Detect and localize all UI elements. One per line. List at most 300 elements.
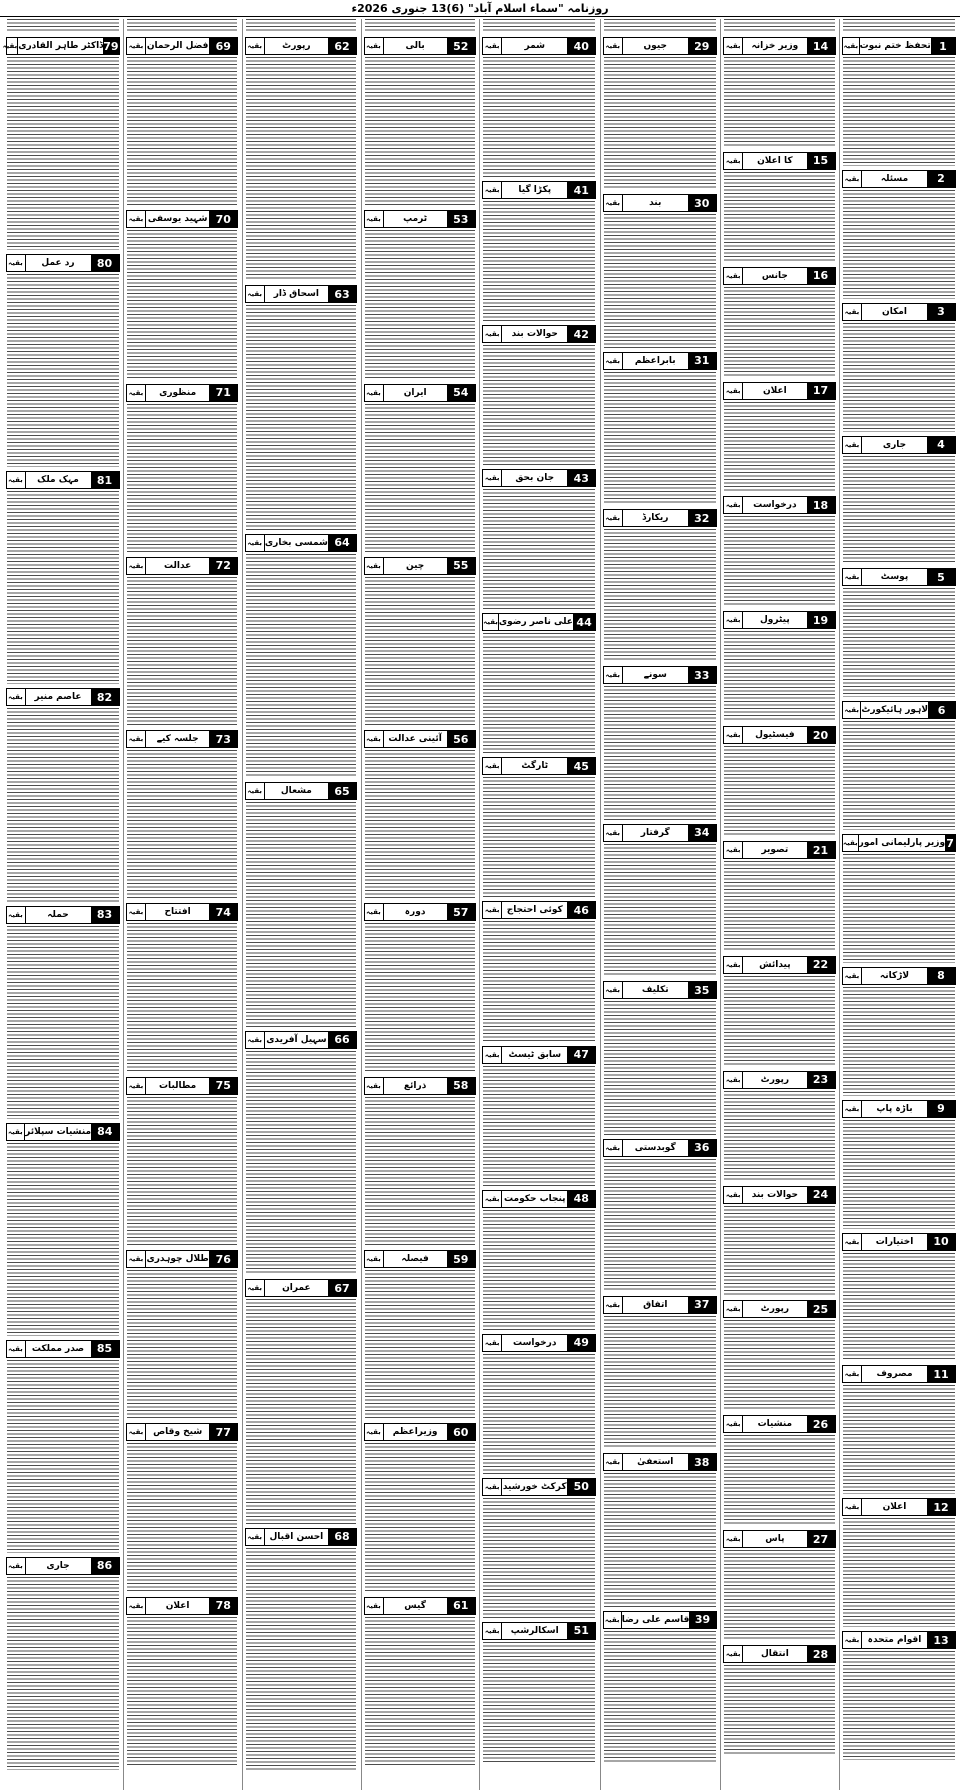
story-header	[482, 1190, 596, 1208]
story-header	[245, 1031, 357, 1049]
continued-tag: بقیہ	[724, 842, 743, 858]
story-header	[482, 469, 596, 487]
story-header	[842, 967, 956, 985]
story-number: 56	[447, 731, 475, 747]
continued-tag: بقیہ	[724, 38, 743, 54]
story-header	[842, 834, 956, 852]
continued-tag: بقیہ	[246, 38, 265, 54]
story-text-block	[724, 287, 834, 378]
story-block	[124, 37, 240, 206]
continued-tag: بقیہ	[7, 472, 26, 488]
story-text-block	[483, 1498, 595, 1618]
story-title: ٹرمپ	[403, 214, 428, 225]
story-text-block	[246, 1548, 356, 1772]
continued-tag: بقیہ	[724, 612, 743, 628]
story-number: 41	[567, 182, 595, 198]
story-title: کا اعلان	[757, 155, 793, 166]
story-text-block	[724, 861, 834, 952]
story-block	[480, 1622, 598, 1762]
story-text-block	[7, 708, 119, 901]
story-title: بند	[649, 198, 662, 209]
continued-tag: بقیہ	[365, 1598, 384, 1614]
continued-tag: بقیہ	[127, 731, 146, 747]
continued-tag: بقیہ	[843, 171, 862, 187]
story-header	[842, 37, 956, 55]
continued-tag: بقیہ	[604, 195, 623, 211]
story-number: 38	[688, 1454, 716, 1470]
story-text-block	[483, 1642, 595, 1762]
story-number: 28	[807, 1646, 835, 1662]
story-text-block	[483, 921, 595, 1041]
story-number: 2	[927, 171, 955, 187]
story-header	[126, 1423, 238, 1441]
story-title: سہیل آفریدی	[266, 1034, 327, 1045]
story-header	[364, 1250, 476, 1268]
story-block	[721, 841, 837, 952]
story-title: بابراعظم	[634, 355, 676, 366]
story-number: 26	[807, 1416, 835, 1432]
story-block	[721, 1415, 837, 1526]
story-text-block	[604, 1001, 716, 1134]
continued-tag: بقیہ	[724, 268, 743, 284]
masthead	[0, 0, 960, 17]
story-header	[723, 726, 835, 744]
story-text-block	[127, 923, 237, 1072]
story-block	[124, 903, 240, 1072]
continued-tag: بقیہ	[483, 326, 502, 342]
story-block	[480, 1190, 598, 1330]
story-block	[362, 210, 478, 379]
story-number: 79	[103, 39, 119, 53]
story-number: 25	[807, 1301, 835, 1317]
story-title: منشیات سپلائر	[25, 1126, 92, 1137]
story-title: تکلیف	[641, 985, 669, 996]
story-number: 44	[573, 614, 595, 630]
continued-tag: بقیہ	[365, 211, 384, 227]
story-title: چین	[405, 560, 425, 571]
story-text-block	[127, 1443, 237, 1592]
story-text-block	[483, 489, 595, 609]
story-header	[603, 509, 717, 527]
story-block	[124, 1250, 240, 1419]
story-header	[364, 1423, 476, 1441]
story-number: 78	[209, 1598, 237, 1614]
story-title: مہک ملک	[37, 475, 79, 486]
story-title: درخواست	[513, 1337, 557, 1348]
story-number: 35	[688, 982, 716, 998]
story-number: 62	[328, 38, 356, 54]
continued-tag: بقیہ	[843, 1632, 862, 1648]
continued-tag: بقیہ	[127, 558, 146, 574]
story-text-block	[365, 577, 475, 726]
story-block	[721, 496, 837, 607]
story-header	[842, 170, 956, 188]
story-title: کوئی احتجاج	[506, 905, 563, 916]
story-number: 51	[567, 1623, 595, 1639]
story-block	[480, 1334, 598, 1474]
story-text-block	[604, 214, 716, 347]
story-block	[601, 1139, 719, 1292]
story-block	[124, 384, 240, 553]
story-title: رپورٹ	[282, 41, 311, 51]
story-block	[4, 254, 122, 467]
story-block	[4, 906, 122, 1119]
continued-tag: بقیہ	[724, 1416, 743, 1432]
story-block	[4, 1557, 122, 1770]
story-text-block	[843, 57, 955, 166]
page-column	[839, 19, 958, 1790]
story-block	[601, 981, 719, 1134]
continued-tag: بقیہ	[365, 1251, 384, 1267]
story-number: 73	[209, 731, 237, 747]
story-title: ریکارڈ	[642, 513, 669, 524]
story-number: 54	[447, 385, 475, 401]
continued-tag: بقیہ	[604, 825, 623, 841]
story-header	[364, 384, 476, 402]
story-number: 10	[927, 1234, 955, 1250]
story-header	[482, 901, 596, 919]
story-title: احسن اقبال	[269, 1531, 324, 1542]
continued-tag: بقیہ	[365, 1078, 384, 1094]
continued-tag: بقیہ	[246, 1529, 265, 1545]
story-text-block	[246, 554, 356, 778]
continued-tag: بقیہ	[724, 153, 743, 169]
story-number: 71	[209, 385, 237, 401]
story-header	[723, 496, 835, 514]
story-header	[603, 666, 717, 684]
story-number: 74	[209, 904, 237, 920]
story-block	[601, 194, 719, 347]
story-number: 27	[807, 1531, 835, 1547]
story-title: تصویر	[761, 845, 789, 856]
story-title: استعفیٰ	[637, 1457, 674, 1468]
story-text-block	[843, 987, 955, 1096]
story-header	[482, 325, 596, 343]
continued-tag: بقیہ	[483, 1335, 502, 1351]
story-header	[126, 557, 238, 575]
story-header	[842, 1365, 956, 1383]
story-block	[243, 37, 359, 281]
story-header	[126, 903, 238, 921]
story-text-block	[483, 1354, 595, 1474]
story-block	[480, 469, 598, 609]
story-header	[245, 1528, 357, 1546]
story-title: پیدائش	[759, 959, 791, 970]
story-text-block	[246, 19, 356, 33]
story-text-block	[604, 529, 716, 662]
story-text-block	[724, 976, 834, 1067]
story-number: 1	[931, 38, 955, 54]
continued-tag: بقیہ	[843, 968, 862, 984]
story-number: 65	[328, 783, 356, 799]
story-block	[721, 1530, 837, 1641]
story-title: اسکالرشپ	[510, 1625, 559, 1636]
story-title: پاس	[765, 1534, 785, 1545]
story-number: 11	[927, 1366, 955, 1382]
story-text-block	[604, 686, 716, 819]
story-block	[601, 824, 719, 977]
story-header	[482, 1478, 596, 1496]
story-text-block	[483, 345, 595, 465]
story-header	[723, 1530, 835, 1548]
story-title: پیٹرول	[760, 615, 790, 626]
story-text-block	[246, 1299, 356, 1523]
story-number: 82	[91, 689, 119, 705]
story-header	[723, 1300, 835, 1318]
story-title: فضل الرحمان	[146, 41, 209, 51]
story-header	[723, 956, 835, 974]
story-block	[4, 37, 122, 250]
story-title: امکان	[882, 306, 907, 317]
story-number: 3	[927, 304, 955, 320]
story-block	[124, 557, 240, 726]
story-block	[124, 1077, 240, 1246]
continued-tag: بقیہ	[724, 1646, 743, 1662]
continued-tag: بقیہ	[483, 470, 502, 486]
continued-tag: بقیہ	[843, 38, 860, 54]
page-column	[4, 19, 122, 1790]
story-title: درخواست	[753, 500, 797, 511]
story-text-block	[724, 172, 834, 263]
story-header	[842, 701, 956, 719]
continued-tag: بقیہ	[843, 569, 862, 585]
story-number: 85	[91, 1341, 119, 1357]
continued-tag: بقیہ	[843, 437, 862, 453]
story-header	[6, 254, 120, 272]
story-title: مصروف	[876, 1369, 913, 1380]
story-text-block	[604, 1631, 716, 1764]
story-text-block	[7, 1143, 119, 1336]
story-header	[842, 568, 956, 586]
story-text-block	[246, 305, 356, 529]
story-block	[721, 37, 837, 148]
story-number: 42	[567, 326, 595, 342]
story-number: 47	[567, 1047, 595, 1063]
continued-tag: بقیہ	[483, 1479, 502, 1495]
story-block	[840, 967, 958, 1096]
continued-tag: بقیہ	[365, 1424, 384, 1440]
story-number: 4	[927, 437, 955, 453]
story-number: 18	[807, 497, 835, 513]
story-number: 48	[567, 1191, 595, 1207]
story-number: 30	[688, 195, 716, 211]
story-text-block	[127, 404, 237, 553]
story-title: صدر مملکت	[31, 1343, 85, 1354]
continued-tag: بقیہ	[724, 1301, 743, 1317]
story-text-block	[365, 57, 475, 206]
story-text-block	[843, 1253, 955, 1362]
story-block	[840, 834, 958, 963]
story-text-block	[127, 750, 237, 899]
story-number: 49	[567, 1335, 595, 1351]
page-column	[720, 19, 837, 1790]
story-block	[362, 384, 478, 553]
story-block	[840, 1498, 958, 1627]
continued-tag: بقیہ	[127, 38, 146, 54]
story-block	[840, 568, 958, 697]
story-block	[4, 471, 122, 684]
story-block	[840, 1100, 958, 1229]
story-text-block	[843, 1651, 955, 1760]
story-number: 20	[807, 727, 835, 743]
continued-tag: بقیہ	[843, 702, 861, 718]
story-number: 66	[328, 1032, 356, 1048]
story-title: جیوں	[643, 41, 667, 51]
story-number: 83	[91, 907, 119, 923]
continued-tag: بقیہ	[843, 304, 862, 320]
story-title: وزیر خزانہ	[751, 41, 799, 51]
story-text-block	[127, 57, 237, 206]
story-text-block	[483, 633, 595, 753]
continued-tag: بقیہ	[127, 1598, 146, 1614]
story-title: اسحاق ڈار	[273, 289, 319, 300]
story-title: گیس	[404, 1600, 426, 1611]
continued-tag: بقیہ	[604, 1297, 623, 1313]
story-title: اعلان	[763, 385, 787, 396]
story-text-block	[246, 802, 356, 1026]
story-number: 63	[328, 286, 356, 302]
story-number: 16	[807, 268, 835, 284]
continued-tag: بقیہ	[604, 353, 623, 369]
story-title: جاری	[46, 1560, 70, 1571]
story-header	[6, 688, 120, 706]
story-header	[364, 903, 476, 921]
continued-tag: بقیہ	[483, 1047, 502, 1063]
story-number: 22	[807, 957, 835, 973]
story-header	[482, 1046, 596, 1064]
story-block	[362, 1423, 478, 1592]
story-header	[6, 1340, 120, 1358]
story-title: شمر	[524, 41, 545, 51]
story-header	[603, 194, 717, 212]
story-block	[4, 1340, 122, 1553]
story-block	[721, 382, 837, 493]
continued-tag: بقیہ	[365, 558, 384, 574]
page-column	[479, 19, 598, 1790]
continued-tag: بقیہ	[724, 1072, 743, 1088]
story-header	[126, 730, 238, 748]
story-title: حوالات بند	[511, 329, 558, 340]
story-header	[364, 557, 476, 575]
story-text-block	[365, 750, 475, 899]
story-number: 72	[209, 558, 237, 574]
story-title: آئینی عدالت	[388, 734, 442, 745]
continued-tag: بقیہ	[843, 1234, 862, 1250]
story-title: اقوام متحدہ	[867, 1635, 922, 1646]
story-text-block	[127, 19, 237, 33]
story-block	[362, 730, 478, 899]
story-header	[482, 757, 596, 775]
story-text-block	[843, 1385, 955, 1494]
story-title: پکڑا گیا	[518, 185, 552, 196]
continued-tag: بقیہ	[7, 689, 26, 705]
continued-tag: بقیہ	[246, 1032, 265, 1048]
story-block	[601, 1453, 719, 1606]
continued-tag: بقیہ	[127, 1251, 146, 1267]
continued-tag: بقیہ	[483, 1623, 502, 1639]
story-title: سونے	[643, 670, 667, 681]
continued-tag: بقیہ	[365, 385, 384, 401]
story-text-block	[724, 516, 834, 607]
story-block	[480, 613, 598, 753]
story-text-block	[127, 230, 237, 379]
story-block	[362, 1077, 478, 1246]
story-number: 46	[567, 902, 595, 918]
story-title: حوالات بند	[751, 1189, 799, 1200]
story-header	[842, 1233, 956, 1251]
story-block	[840, 37, 958, 166]
story-title: لاہور ہائیکورٹ	[861, 705, 929, 716]
story-number: 75	[209, 1078, 237, 1094]
story-header	[2, 37, 120, 55]
story-title: جانس	[761, 270, 788, 281]
story-block	[4, 688, 122, 901]
page-column	[361, 19, 478, 1790]
continued-tag: بقیہ	[246, 535, 265, 551]
story-text-block	[127, 577, 237, 726]
story-text-block	[604, 57, 716, 190]
story-block	[480, 1046, 598, 1186]
story-header	[603, 1453, 717, 1471]
story-title: پنجاب حکومت	[503, 1193, 566, 1204]
story-title: رد عمل	[41, 258, 75, 269]
continued-tag: بقیہ	[483, 1191, 502, 1207]
story-number: 69	[209, 38, 237, 54]
story-number: 55	[447, 558, 475, 574]
story-text-block	[7, 926, 119, 1119]
story-text-block	[724, 631, 834, 722]
story-block	[124, 1597, 240, 1766]
story-block	[721, 726, 837, 837]
story-block	[362, 1250, 478, 1419]
story-block	[601, 37, 719, 190]
story-number: 64	[328, 535, 356, 551]
story-text-block	[483, 1066, 595, 1186]
story-header	[364, 37, 476, 55]
story-number: 32	[688, 510, 716, 526]
story-number: 21	[807, 842, 835, 858]
story-title: کرکٹ خورشید	[502, 1481, 567, 1492]
story-title: قاسم علی رضا	[621, 1614, 690, 1625]
story-title: جان بحق	[515, 473, 555, 484]
story-header	[6, 1557, 120, 1575]
story-title: اعلان	[165, 1600, 190, 1611]
story-block	[124, 1423, 240, 1592]
story-header	[842, 1100, 956, 1118]
story-text-block	[365, 19, 475, 33]
story-header	[603, 1611, 717, 1629]
continued-tag: بقیہ	[604, 38, 623, 54]
story-title: منشیات	[757, 1419, 793, 1430]
continued-tag: بقیہ	[604, 510, 623, 526]
story-block	[601, 509, 719, 662]
story-block	[362, 37, 478, 206]
story-number: 77	[209, 1424, 237, 1440]
continued-tag: بقیہ	[365, 731, 384, 747]
story-header	[6, 471, 120, 489]
story-number: 24	[807, 1187, 835, 1203]
story-header	[245, 37, 357, 55]
story-block	[721, 1645, 837, 1756]
story-block	[840, 303, 958, 432]
story-title: حملہ	[47, 909, 69, 920]
story-block	[243, 534, 359, 778]
continued-tag: بقیہ	[246, 1280, 265, 1296]
story-title: شمسی بخاری	[264, 537, 328, 548]
story-title: بالی	[405, 41, 425, 51]
story-title: گرفتار	[640, 827, 670, 838]
story-number: 31	[688, 353, 716, 369]
